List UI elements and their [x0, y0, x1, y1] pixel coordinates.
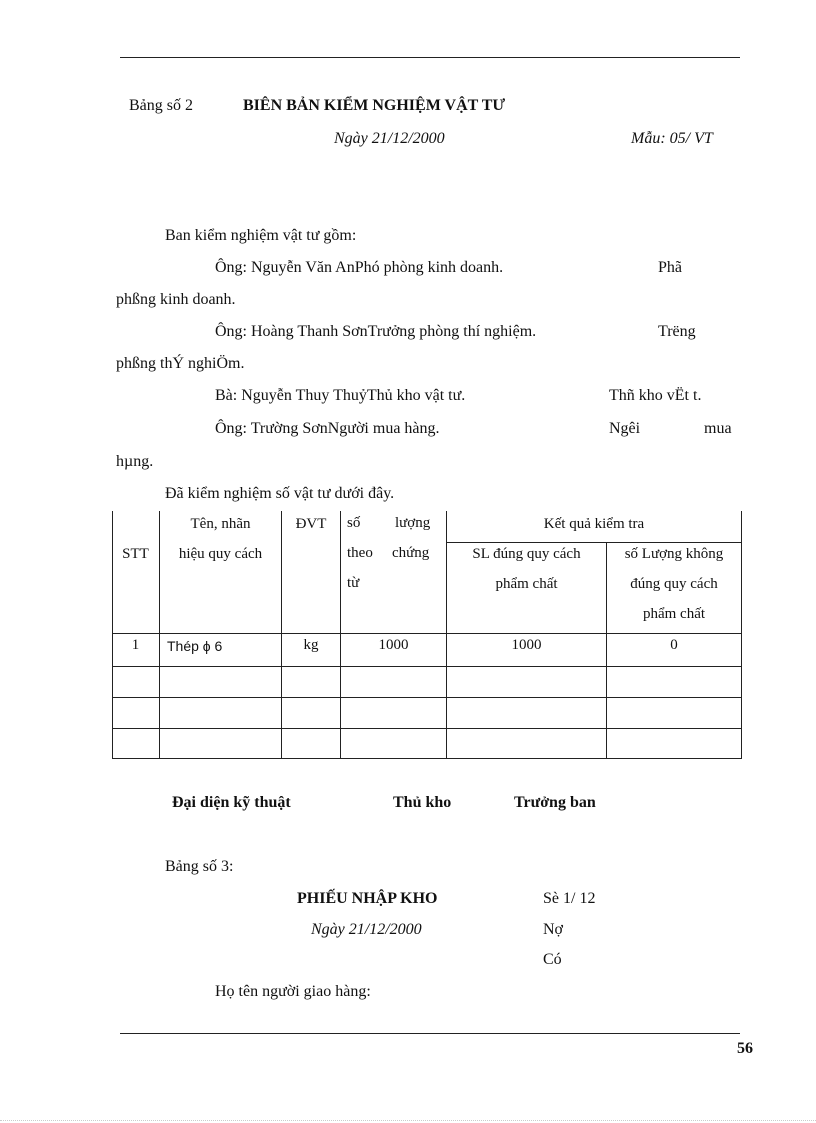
header-qty-3: từ: [347, 575, 360, 591]
inspection-table: [112, 511, 742, 759]
page-number: 56: [737, 1040, 753, 1057]
row1-ok: 1000: [511, 637, 542, 653]
header-bad-3: phẩm chất: [642, 606, 706, 622]
header-qty-1a: số: [347, 515, 361, 531]
member-3-right: Thñ kho vËt t.: [609, 387, 702, 404]
member-4-wrap: hµng.: [116, 453, 154, 470]
signature-head: Trưởng ban: [514, 794, 596, 811]
form-code: Mẫu: 05/ VT: [631, 130, 713, 147]
table-label: Bảng số 2: [129, 97, 193, 114]
header-bad-2: đúng quy cách: [630, 576, 718, 592]
header-bad-1: số Lượng không: [624, 546, 724, 562]
receipt-deliverer: Họ tên người giao hàng:: [215, 983, 371, 1000]
member-1-wrap: phßng kinh doanh.: [116, 291, 236, 308]
inspection-statement: Đã kiểm nghiệm số vật tư dưới đây.: [165, 485, 395, 502]
member-1-right: Phã: [658, 259, 682, 276]
member-2: Ông: Hoàng Thanh SơnTrưởng phòng thí nghiệm.: [215, 323, 537, 340]
header-unit: ĐVT: [295, 516, 327, 532]
member-4-right-1: Ngêi: [609, 420, 641, 437]
member-3: Bà: Nguyễn Thuy ThuỷThủ kho vật tư.: [215, 387, 466, 404]
receipt-title: PHIẾU NHẬP KHO: [297, 890, 438, 907]
receipt-table-label: Bảng số 3:: [165, 858, 234, 875]
signature-tech: Đại diện kỹ thuật: [172, 794, 291, 811]
header-ok-1: SL đúng quy cách: [472, 546, 581, 562]
receipt-date: Ngày 21/12/2000: [311, 921, 422, 938]
header-result: Kết quả kiểm tra: [543, 516, 645, 532]
row1-bad: 0: [670, 637, 678, 653]
header-ok-2: phẩm chất: [495, 576, 558, 592]
document-title: BIÊN BẢN KIỂM NGHIỆM VẬT TƯ: [243, 97, 506, 114]
header-name-2: hiệu quy cách: [178, 546, 263, 562]
committee-intro: Ban kiểm nghiệm vật tư gồm:: [165, 227, 357, 244]
receipt-number: Sè 1/ 12: [543, 890, 596, 907]
member-4: Ông: Trường SơnNgười mua hàng.: [215, 420, 440, 437]
row1-stt: 1: [131, 637, 140, 653]
row1-name: Thép ϕ 6: [167, 638, 223, 654]
header-qty-2b: chứng: [392, 545, 430, 561]
row1-unit: kg: [303, 637, 319, 653]
receipt-credit: Có: [543, 951, 562, 968]
document-date: Ngày 21/12/2000: [334, 130, 445, 147]
page-edge: [0, 1120, 816, 1122]
member-2-right: Trëng: [658, 323, 696, 340]
header-name-1: Tên, nhãn: [190, 516, 251, 532]
member-1: Ông: Nguyễn Văn AnPhó phòng kinh doanh.: [215, 259, 504, 276]
member-4-right-2: mua: [704, 420, 732, 437]
signature-keeper: Thủ kho: [393, 794, 452, 811]
header-qty-1b: lượng: [395, 515, 431, 531]
row1-qty: 1000: [378, 637, 409, 653]
header-stt: STT: [122, 546, 149, 562]
header-qty-2a: theo: [347, 545, 373, 561]
top-rule: [120, 57, 740, 58]
member-2-wrap: phßng thÝ nghiÖm.: [116, 355, 245, 372]
receipt-debit: Nợ: [543, 921, 564, 938]
bottom-rule: [120, 1033, 740, 1034]
